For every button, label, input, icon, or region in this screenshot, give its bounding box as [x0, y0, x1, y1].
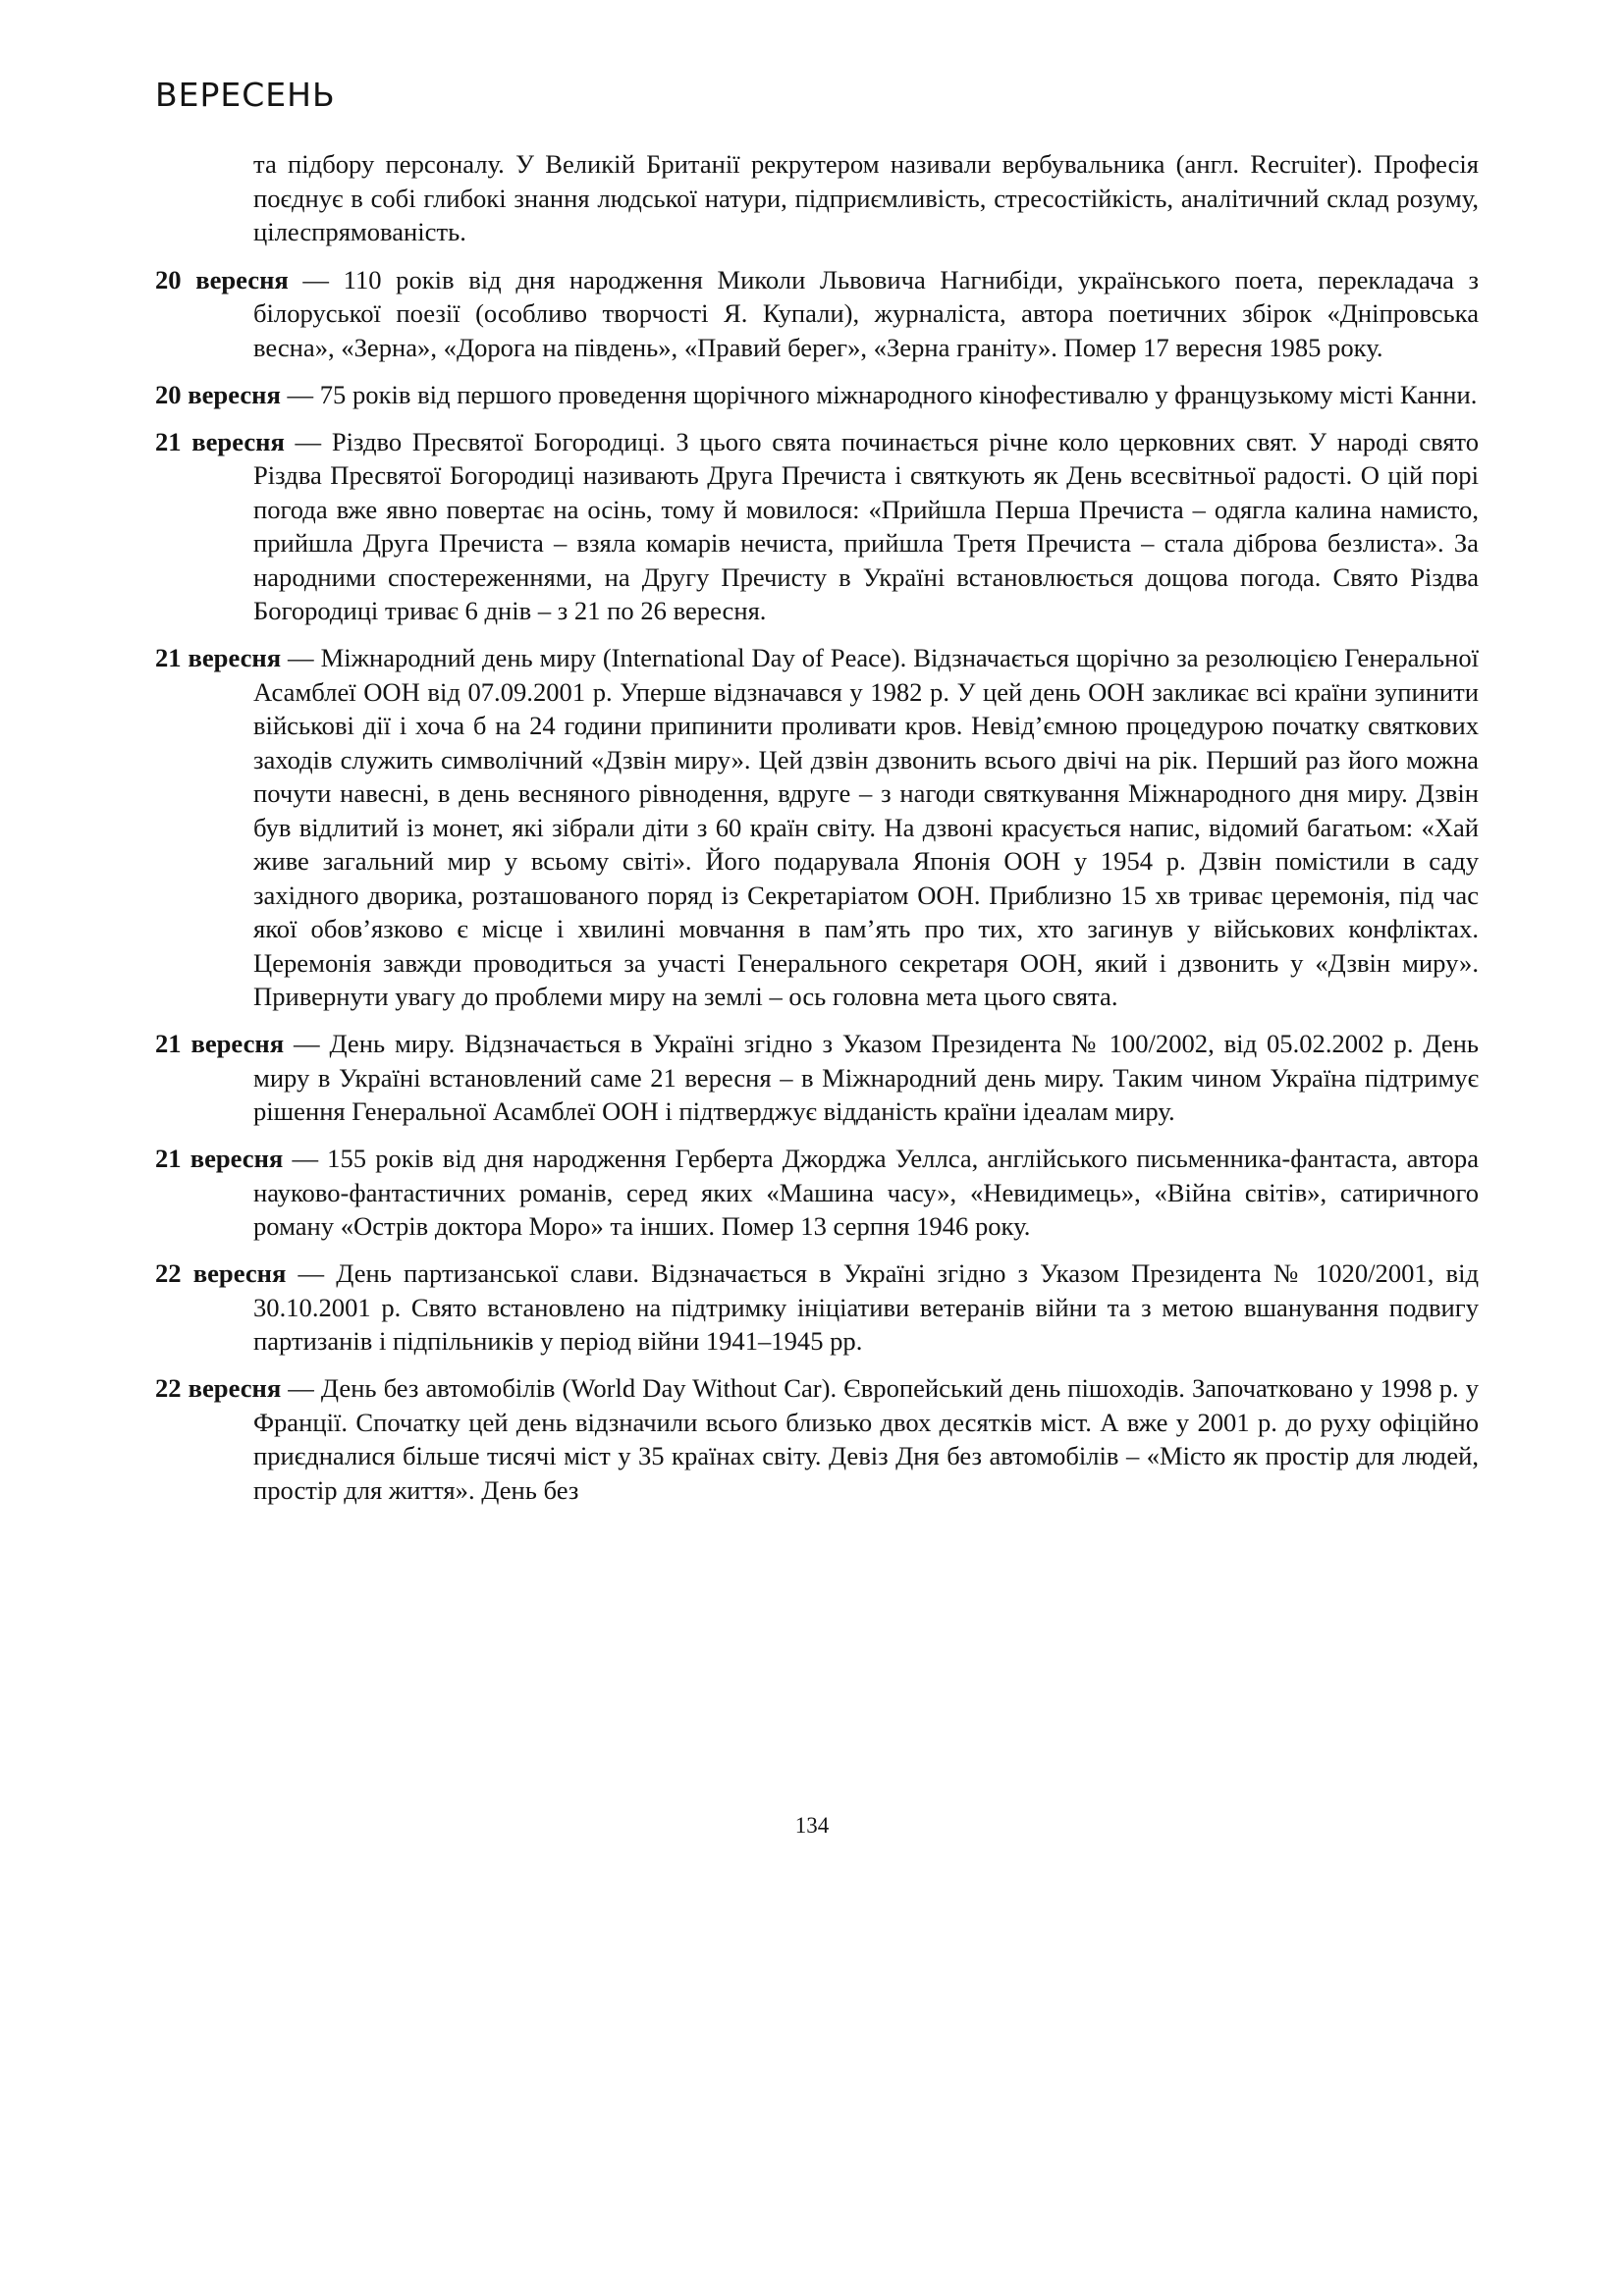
page-content — [155, 147, 1479, 1521]
entry-date: 22 вересня — [155, 1258, 287, 1288]
entry-date: 21 вересня — [155, 1144, 284, 1173]
entry-text: — 155 років від дня народження Герберта Джорджа Уеллса, англійського письменника-фантаста, автора науково-фантастичних романів, серед яких «Машина часу», «Невидимець», «Війна світів», сатиричного роману «Острів доктора Моро» та інших. Помер 13 серпня 1946 року. — [253, 1144, 1479, 1241]
entry-text: — 75 років від першого проведення щорічного міжнародного кінофестивалю у французькому місті Канни. — [280, 379, 1478, 409]
entry-date: 20 вересня — [155, 379, 281, 409]
entry-date: 21 вересня — [155, 426, 285, 456]
calendar-entry — [155, 425, 1479, 628]
calendar-entry — [155, 641, 1479, 1014]
entry-date: 20 вересня — [155, 264, 289, 294]
calendar-entry — [155, 378, 1479, 412]
calendar-entry — [155, 1142, 1479, 1244]
entry-date: 22 вересня — [155, 1373, 282, 1403]
entry-date: 21 вересня — [155, 643, 282, 672]
calendar-entry — [155, 1256, 1479, 1359]
entry-text: — День без автомобілів (World Day Without Car). Європейський день пішоходів. Започатковано у 1998 р. у Франції. Спочатку цей день відзначили всього близько двох десятків міст. А вже у 2001 р. до руху офіційно приєдналися більше тисячі міст у 35 країнах світу. Девіз Дня без автомобілів – «Місто як простір для людей, простір для життя». День без — [253, 1373, 1480, 1505]
entry-text: — День миру. Відзначається в Україні згідно з Указом Президента № 100/2002, від 05.02.2002 р. День миру в Україні встановлений саме 21 вересня – в Міжнародний день миру. Таким чином Україна підтримує рішення Генеральної Асамблеї ООН і підтверджує відданість країни ідеалам миру. — [253, 1029, 1480, 1126]
continuation-paragraph: та підбору персоналу. У Великій Британії рекрутером називали вербувальника (англ. Recruiter). Професія поєднує в собі глибокі знання людської натури, підприємливість, стресостійкість, аналітичний склад розуму, цілеспрямованість. — [253, 149, 1479, 246]
entry-text: — Міжнародний день миру (International Day of Peace). Відзначається щорічно за резолюцією Генеральної Асамблеї ООН від 07.09.2001 р. Уперше відзначався у 1982 р. У цей день ООН закликає всі країни зупинити військові дії і хоча б на 24 години припинити проливати кров. Невід’ємною процедурою початку святкових заходів служить символічний «Дзвін миру». Цей дзвін дзвонить всього двічі на рік. Перший раз його можна почути навесні, в день весняного рівнодення, вдруге – з нагоди святкування Міжнародного дня миру. Дзвін був відлитий із монет, які зібрали діти з 60 країн світу. На дзвоні красується напис, відомий багатьом: «Хай живе загальний мир у всьому світі». Його подарувала Японія ООН у 1954 р. Дзвін помістили в саду західного дворика, розташованого поряд із Секретаріатом ООН. Приблизно 15 хв триває церемонія, під час якої обов’язково є місце і хвилині мовчання в пам’ять про тих, хто загинув у військових конфліктах. Церемонія завжди проводиться за участі Генерального секретаря ООН, який і дзвонить у «Дзвін миру». Привернути увагу до проблеми миру на землі – ось головна мета цього свята. — [253, 643, 1480, 1011]
entry-text: — Різдво Пресвятої Богородиці. З цього свята починається річне коло церковних свят. У народі свято Різдва Пресвятої Богородиці називають Друга Пречиста і святкують як День всесвітньої радості. О цій порі погода вже явно повертає на осінь, тому й мовилося: «Прийшла Перша Пречиста – одягла калина намисто, прийшла Друга Пречиста – взяла комарів нечиста, прийшла Третя Пречиста – стала діброва безлиста». За народними спостереженнями, на Другу Пречисту в Україні встановлюється дощова погода. Свято Різдва Богородиці триває 6 днів – з 21 по 26 вересня. — [253, 426, 1479, 625]
running-title: ВЕРЕСЕНЬ — [155, 76, 336, 114]
calendar-entry — [155, 1371, 1479, 1507]
entry-date: 21 вересня — [155, 1029, 285, 1058]
page-number: 134 — [794, 1813, 830, 1838]
entry-text: — 110 років від дня народження Миколи Львовича Нагнибіди, українського поета, перекладача з білоруської поезії (особливо творчості Я. Купали), журналіста, автора поетичних збірок «Дніпровська весна», «Зерна», «Дорога на південь», «Правий берег», «Зерна граніту». Помер 17 вересня 1985 року. — [253, 264, 1479, 362]
calendar-entry — [155, 263, 1479, 365]
entry-text: — День партизанської слави. Відзначається в Україні згідно з Указом Президента № 1020/2001, від 30.10.2001 р. Свято встановлено на підтримку ініціативи ветеранів війни та з метою вшанування подвигу партизанів і підпільників у період війни 1941–1945 рр. — [253, 1258, 1479, 1356]
calendar-entry — [155, 1027, 1479, 1129]
